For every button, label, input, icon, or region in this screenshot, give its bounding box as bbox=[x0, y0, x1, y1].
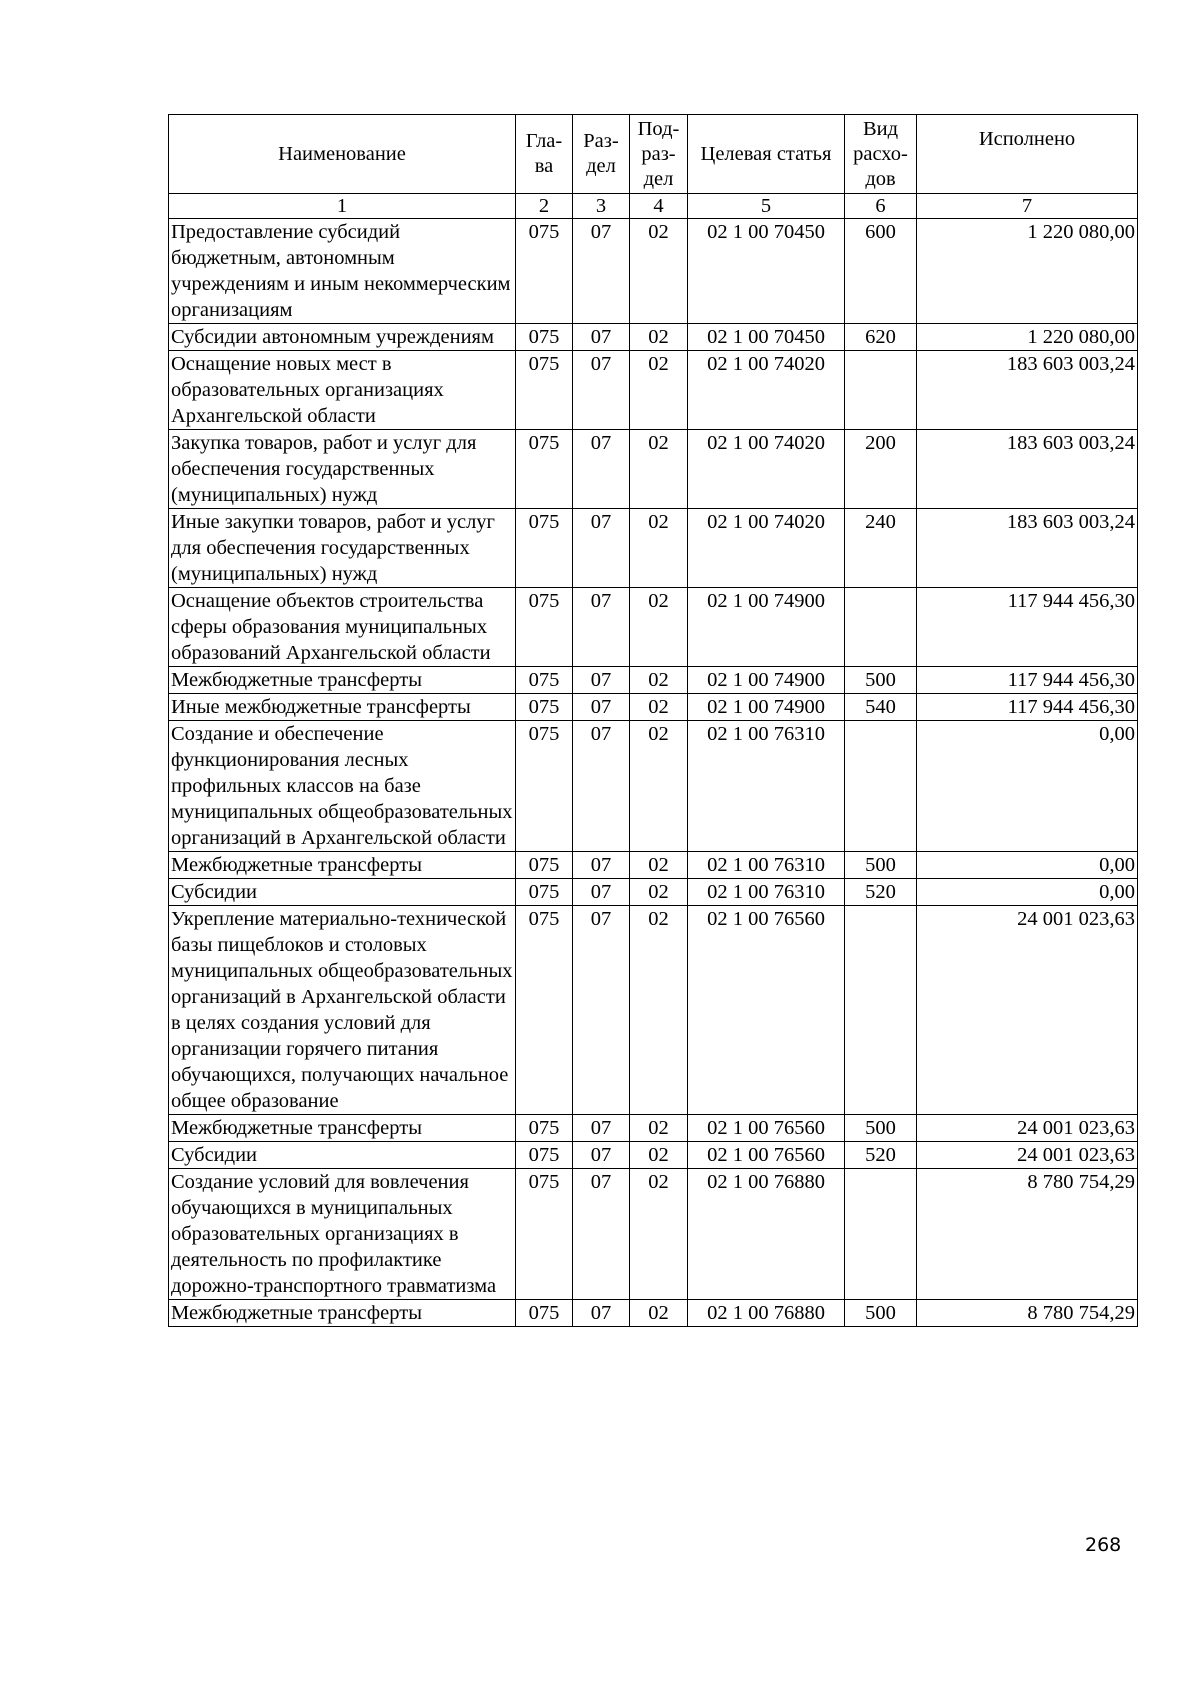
header-section: Раз- дел bbox=[573, 115, 630, 194]
row-section: 07 bbox=[573, 324, 630, 351]
row-chapter: 075 bbox=[516, 1169, 573, 1300]
row-target: 02 1 00 74900 bbox=[688, 588, 845, 667]
row-chapter: 075 bbox=[516, 509, 573, 588]
row-chapter: 075 bbox=[516, 879, 573, 906]
table-row bbox=[169, 1115, 1138, 1142]
row-section: 07 bbox=[573, 852, 630, 879]
budget-table bbox=[168, 114, 1138, 1327]
table-row bbox=[169, 324, 1138, 351]
row-amount: 24 001 023,63 bbox=[917, 906, 1138, 1115]
row-type: 500 bbox=[845, 667, 917, 694]
row-subsection: 02 bbox=[630, 694, 688, 721]
row-type: 500 bbox=[845, 1115, 917, 1142]
row-section: 07 bbox=[573, 588, 630, 667]
header-row bbox=[169, 115, 1138, 194]
row-subsection: 02 bbox=[630, 1115, 688, 1142]
row-amount: 24 001 023,63 bbox=[917, 1142, 1138, 1169]
table-row bbox=[169, 1300, 1138, 1327]
row-target: 02 1 00 76560 bbox=[688, 906, 845, 1115]
row-name: Укрепление материально-технической базы пищеблоков и столовых муниципальных общеобразовательных организаций в Архангельской области в целях создания условий для организации горячего питания обучающихся, получающих начальное общее образование bbox=[169, 906, 516, 1115]
page-number: 268 bbox=[1085, 1534, 1122, 1556]
row-section: 07 bbox=[573, 430, 630, 509]
row-target: 02 1 00 70450 bbox=[688, 219, 845, 324]
row-name: Иные межбюджетные трансферты bbox=[169, 694, 516, 721]
row-type: 620 bbox=[845, 324, 917, 351]
row-name: Создание и обеспечение функционирования лесных профильных классов на базе муниципальных общеобразовательных организаций в Архангельской области bbox=[169, 721, 516, 852]
table-row bbox=[169, 430, 1138, 509]
table-row bbox=[169, 351, 1138, 430]
row-type: 240 bbox=[845, 509, 917, 588]
table-row bbox=[169, 721, 1138, 852]
row-amount: 183 603 003,24 bbox=[917, 351, 1138, 430]
row-amount: 24 001 023,63 bbox=[917, 1115, 1138, 1142]
row-subsection: 02 bbox=[630, 879, 688, 906]
row-chapter: 075 bbox=[516, 694, 573, 721]
row-name: Оснащение новых мест в образовательных организациях Архангельской области bbox=[169, 351, 516, 430]
row-section: 07 bbox=[573, 351, 630, 430]
row-section: 07 bbox=[573, 694, 630, 721]
table-row bbox=[169, 906, 1138, 1115]
row-chapter: 075 bbox=[516, 1300, 573, 1327]
row-target: 02 1 00 74020 bbox=[688, 430, 845, 509]
row-type bbox=[845, 1169, 917, 1300]
row-section: 07 bbox=[573, 879, 630, 906]
row-section: 07 bbox=[573, 1115, 630, 1142]
header-target: Целевая статья bbox=[688, 115, 845, 194]
header-type: Вид расхо- дов bbox=[845, 115, 917, 194]
column-number: 5 bbox=[688, 194, 845, 219]
row-section: 07 bbox=[573, 219, 630, 324]
row-chapter: 075 bbox=[516, 1142, 573, 1169]
row-section: 07 bbox=[573, 1169, 630, 1300]
row-section: 07 bbox=[573, 1300, 630, 1327]
row-name: Субсидии bbox=[169, 879, 516, 906]
row-amount: 8 780 754,29 bbox=[917, 1300, 1138, 1327]
row-chapter: 075 bbox=[516, 324, 573, 351]
row-subsection: 02 bbox=[630, 852, 688, 879]
row-type bbox=[845, 721, 917, 852]
row-subsection: 02 bbox=[630, 1300, 688, 1327]
row-section: 07 bbox=[573, 667, 630, 694]
column-number: 7 bbox=[917, 194, 1138, 219]
table-row bbox=[169, 588, 1138, 667]
row-target: 02 1 00 74020 bbox=[688, 509, 845, 588]
row-target: 02 1 00 76310 bbox=[688, 879, 845, 906]
row-type: 520 bbox=[845, 1142, 917, 1169]
row-subsection: 02 bbox=[630, 1169, 688, 1300]
row-chapter: 075 bbox=[516, 1115, 573, 1142]
row-amount: 183 603 003,24 bbox=[917, 509, 1138, 588]
row-target: 02 1 00 76310 bbox=[688, 852, 845, 879]
row-target: 02 1 00 76560 bbox=[688, 1115, 845, 1142]
row-type: 600 bbox=[845, 219, 917, 324]
row-amount: 0,00 bbox=[917, 852, 1138, 879]
table-body bbox=[169, 219, 1138, 1327]
row-amount: 117 944 456,30 bbox=[917, 667, 1138, 694]
row-type: 500 bbox=[845, 852, 917, 879]
row-name: Межбюджетные трансферты bbox=[169, 1115, 516, 1142]
row-type bbox=[845, 588, 917, 667]
column-number: 2 bbox=[516, 194, 573, 219]
row-type bbox=[845, 351, 917, 430]
header-chapter: Гла- ва bbox=[516, 115, 573, 194]
row-subsection: 02 bbox=[630, 219, 688, 324]
table-row bbox=[169, 852, 1138, 879]
table-row bbox=[169, 694, 1138, 721]
column-number: 3 bbox=[573, 194, 630, 219]
row-name: Создание условий для вовлечения обучающихся в муниципальных образовательных организациях в деятельность по профилактике дорожно-транспортного травматизма bbox=[169, 1169, 516, 1300]
row-subsection: 02 bbox=[630, 324, 688, 351]
row-chapter: 075 bbox=[516, 906, 573, 1115]
table-row bbox=[169, 219, 1138, 324]
row-subsection: 02 bbox=[630, 509, 688, 588]
row-subsection: 02 bbox=[630, 588, 688, 667]
row-chapter: 075 bbox=[516, 852, 573, 879]
column-number: 4 bbox=[630, 194, 688, 219]
row-target: 02 1 00 76310 bbox=[688, 721, 845, 852]
row-name: Межбюджетные трансферты bbox=[169, 852, 516, 879]
row-section: 07 bbox=[573, 906, 630, 1115]
row-name: Субсидии автономным учреждениям bbox=[169, 324, 516, 351]
row-chapter: 075 bbox=[516, 721, 573, 852]
row-name: Закупка товаров, работ и услуг для обеспечения государственных (муниципальных) нужд bbox=[169, 430, 516, 509]
table-row bbox=[169, 879, 1138, 906]
table-row bbox=[169, 1169, 1138, 1300]
row-target: 02 1 00 76880 bbox=[688, 1300, 845, 1327]
column-number: 6 bbox=[845, 194, 917, 219]
row-name: Иные закупки товаров, работ и услуг для обеспечения государственных (муниципальных) нужд bbox=[169, 509, 516, 588]
row-amount: 117 944 456,30 bbox=[917, 588, 1138, 667]
row-amount: 1 220 080,00 bbox=[917, 219, 1138, 324]
column-number: 1 bbox=[169, 194, 516, 219]
row-chapter: 075 bbox=[516, 667, 573, 694]
row-amount: 1 220 080,00 bbox=[917, 324, 1138, 351]
row-name: Предоставление субсидий бюджетным, автономным учреждениям и иным некоммерческим организациям bbox=[169, 219, 516, 324]
row-target: 02 1 00 76560 bbox=[688, 1142, 845, 1169]
row-name: Оснащение объектов строительства сферы образования муниципальных образований Архангельской области bbox=[169, 588, 516, 667]
row-amount: 117 944 456,30 bbox=[917, 694, 1138, 721]
row-amount: 8 780 754,29 bbox=[917, 1169, 1138, 1300]
row-name: Межбюджетные трансферты bbox=[169, 1300, 516, 1327]
table-row bbox=[169, 1142, 1138, 1169]
row-target: 02 1 00 70450 bbox=[688, 324, 845, 351]
row-amount: 0,00 bbox=[917, 879, 1138, 906]
row-subsection: 02 bbox=[630, 351, 688, 430]
row-type: 540 bbox=[845, 694, 917, 721]
row-name: Межбюджетные трансферты bbox=[169, 667, 516, 694]
row-target: 02 1 00 74900 bbox=[688, 667, 845, 694]
row-amount: 0,00 bbox=[917, 721, 1138, 852]
row-subsection: 02 bbox=[630, 721, 688, 852]
row-subsection: 02 bbox=[630, 430, 688, 509]
row-section: 07 bbox=[573, 1142, 630, 1169]
row-chapter: 075 bbox=[516, 430, 573, 509]
row-section: 07 bbox=[573, 509, 630, 588]
row-subsection: 02 bbox=[630, 906, 688, 1115]
row-type: 500 bbox=[845, 1300, 917, 1327]
row-type bbox=[845, 906, 917, 1115]
row-amount: 183 603 003,24 bbox=[917, 430, 1138, 509]
row-target: 02 1 00 76880 bbox=[688, 1169, 845, 1300]
row-chapter: 075 bbox=[516, 588, 573, 667]
row-type: 200 bbox=[845, 430, 917, 509]
row-type: 520 bbox=[845, 879, 917, 906]
column-number-row bbox=[169, 194, 1138, 219]
row-chapter: 075 bbox=[516, 219, 573, 324]
row-subsection: 02 bbox=[630, 667, 688, 694]
header-subsection: Под- раз- дел bbox=[630, 115, 688, 194]
row-section: 07 bbox=[573, 721, 630, 852]
header-name: Наименование bbox=[169, 115, 516, 194]
row-target: 02 1 00 74900 bbox=[688, 694, 845, 721]
row-subsection: 02 bbox=[630, 1142, 688, 1169]
header-executed: Исполнено bbox=[917, 115, 1138, 194]
row-name: Субсидии bbox=[169, 1142, 516, 1169]
table-row bbox=[169, 509, 1138, 588]
row-target: 02 1 00 74020 bbox=[688, 351, 845, 430]
table-row bbox=[169, 667, 1138, 694]
row-chapter: 075 bbox=[516, 351, 573, 430]
